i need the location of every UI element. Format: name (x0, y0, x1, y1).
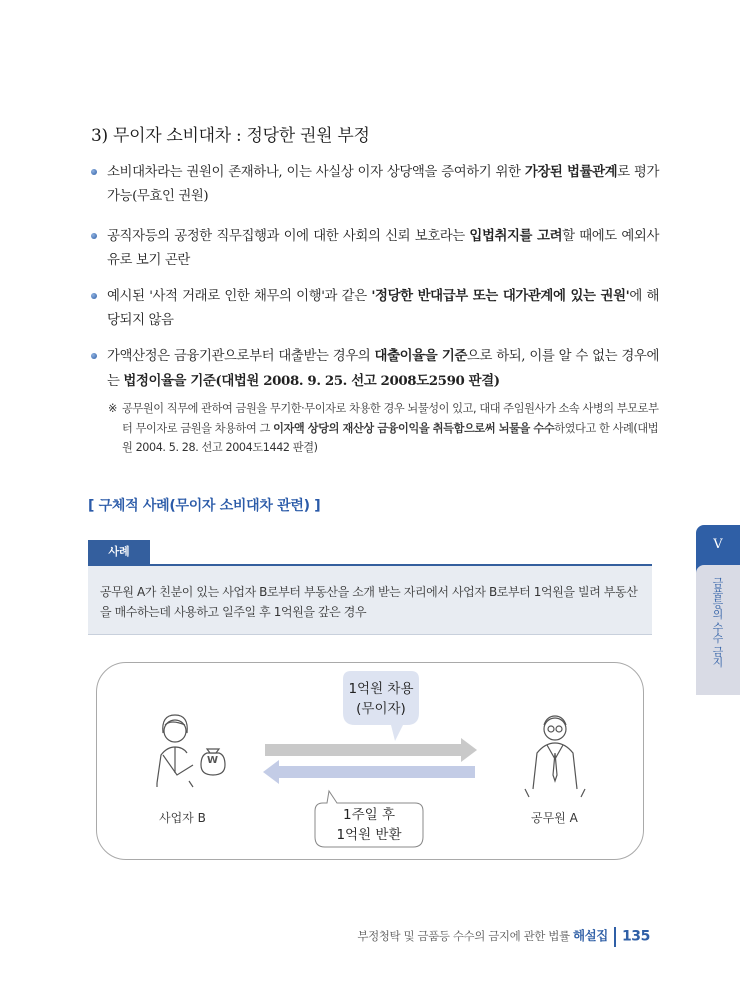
bullet-item: 공직자등의 공정한 직무집행과 이에 대한 사회의 신뢰 보호라는 입법취지를 고려할 때에도 예외사유로 보기 곤란 (91, 224, 659, 273)
page-number: 135 (621, 928, 650, 945)
case-text: 공무원 A가 친분이 있는 사업자 B로부터 부동산을 소개 받는 자리에서 사업자 B로부터 1억원을 빌려 부동산을 매수하는데 사용하고 일주일 후 1억원을 갚은 경우 (100, 585, 638, 619)
chapter-side-tab[interactable] (696, 525, 740, 695)
bullet-dot-icon (91, 293, 97, 299)
case-tag: 사례 (88, 540, 150, 564)
note-mark: ※ (108, 402, 117, 415)
right-arrow-icon (265, 738, 477, 762)
left-person-label: 사업자 B (159, 811, 206, 825)
case-section-title: [ 구체적 사례(무이자 소비대차 관련) ] (88, 498, 321, 514)
page-footer (357, 926, 650, 947)
bullet-dot-icon (91, 233, 97, 239)
footer-book: 해설집 (572, 928, 608, 943)
official-a-icon (525, 716, 585, 797)
bullet-item: 가액산정은 금융기관으로부터 대출받는 경우의 대출이율을 기준으로 하되, 이를 알 수 없는 경우에는 법정이율을 기준(대법원 2008. 9. 25. 선고 2008도2590 판결) (91, 344, 659, 394)
chapter-number: V (713, 537, 723, 552)
right-person-label: 공무원 A (531, 811, 578, 825)
bullet-dot-icon (91, 353, 97, 359)
bottom-bubble-text: 1주일 후 1억원 반환 (336, 807, 402, 843)
chapter-title: 금품등의 수수 금지 (711, 577, 724, 667)
bullet-item: 예시된 '사적 거래로 인한 채무의 이행'과 같은 '정당한 반대급부 또는 대가관계에 있는 권원'에 해당되지 않음 (91, 284, 659, 333)
top-bubble-text: 1억원 차용 (무이자) (348, 681, 414, 717)
left-arrow-icon (263, 760, 475, 784)
bullet-dot-icon (91, 169, 97, 175)
footer-divider (614, 927, 616, 947)
diagram (96, 662, 644, 860)
section-heading: 3) 무이자 소비대차 : 정당한 권원 부정 (91, 126, 370, 146)
bullet-item: 소비대차라는 권원이 존재하나, 이는 사실상 이자 상당액을 증여하기 위한 가장된 법률관계로 평가 가능(무효인 권원) (91, 160, 659, 209)
money-symbol: W (207, 755, 219, 766)
footnote: ※ 공무원이 직무에 관하여 금원을 무기한·무이자로 차용한 경우 뇌물성이 있고, 대대 주임원사가 소속 사병의 부모로부터 무이자로 금원을 차용하여 그 이자액 상당의 재산상 금융이익을 취득함으로써 뇌물을 수수하였다고 한 사례(대법원 2004. 5. 28. 선고 2004도1442 판결) (108, 399, 660, 458)
footer-title: 부정청탁 및 금품등 수수의 금지에 관한 법률 (357, 929, 570, 943)
businessperson-b-icon (157, 715, 193, 787)
case-box (88, 564, 652, 635)
